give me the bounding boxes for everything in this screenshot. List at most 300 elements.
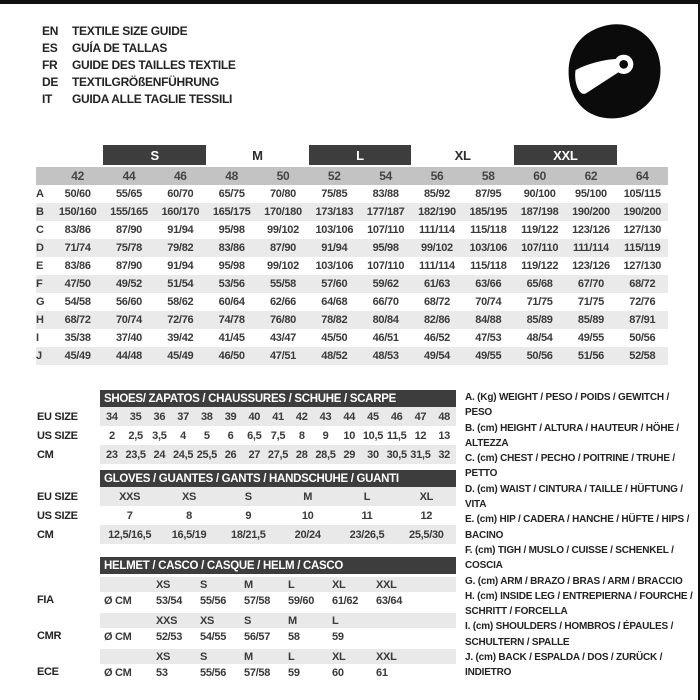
gloves-value-cell: XS bbox=[181, 490, 197, 503]
measure-letter: G bbox=[36, 296, 45, 308]
shoes-value-cell: 27,5 bbox=[267, 448, 289, 461]
helmet-value-cell: 52/53 bbox=[156, 631, 183, 643]
size-value-cell: 107/110 bbox=[367, 224, 405, 236]
size-row-I bbox=[36, 329, 668, 347]
helmet-values-row-cmr bbox=[100, 628, 456, 646]
measure-letter: E bbox=[36, 260, 44, 272]
size-row-G bbox=[36, 293, 668, 311]
helmet-size-header: XL bbox=[332, 578, 346, 591]
shoes-value-cell: 13 bbox=[438, 429, 450, 442]
helmet-value-cell: 59/60 bbox=[288, 595, 315, 607]
size-value-cell: 182/190 bbox=[418, 206, 456, 218]
size-value-cell: 46/51 bbox=[372, 332, 399, 344]
size-value-cell: 119/122 bbox=[521, 224, 559, 236]
gloves-value-cell: M bbox=[303, 490, 313, 503]
shoes-row-us-size bbox=[100, 426, 456, 445]
size-value-cell: 47/51 bbox=[269, 350, 296, 362]
size-value-cell: 68/72 bbox=[629, 278, 656, 290]
size-value-cell: 71/74 bbox=[64, 242, 91, 254]
shoes-value-cell: 46 bbox=[390, 410, 403, 423]
size-column-header: 48 bbox=[225, 169, 239, 183]
shoes-value-cell: 11,5 bbox=[386, 429, 407, 442]
size-value-cell: 51/54 bbox=[167, 278, 194, 290]
legend-item-j: J. (cm) BACK / ESPALDA / DOS / ZURÜCK / INDIETRO bbox=[465, 652, 663, 679]
legend-item-g: G. (cm) ARM / BRAZO / BRAS / ARM / BRACCIO bbox=[465, 575, 683, 587]
helmet-size-header: L bbox=[288, 650, 295, 663]
helmet-size-header: XXS bbox=[156, 614, 178, 627]
shoes-value-cell: 5 bbox=[203, 429, 210, 442]
helmet-size-header: L bbox=[288, 578, 295, 591]
shoes-value-cell: 44 bbox=[343, 410, 356, 423]
size-value-cell: 49/54 bbox=[423, 350, 450, 362]
size-column-header: 44 bbox=[122, 169, 136, 183]
gloves-table bbox=[100, 470, 456, 544]
size-row-B bbox=[36, 203, 668, 221]
size-row-A bbox=[36, 185, 668, 203]
size-value-cell: 95/98 bbox=[372, 242, 399, 254]
shoes-row-label: EU SIZE bbox=[37, 410, 78, 423]
helmet-values-row-fia bbox=[100, 592, 456, 610]
language-row-de bbox=[42, 73, 236, 90]
textile-size-table bbox=[36, 145, 668, 365]
size-value-cell: 83/88 bbox=[372, 188, 399, 200]
language-title: GUIDA ALLE TAGLIE TESSILI bbox=[72, 91, 233, 106]
helmet-value-cell: 54/55 bbox=[200, 631, 227, 643]
size-value-cell: 43/47 bbox=[269, 332, 296, 344]
helmet-size-header: XS bbox=[200, 614, 215, 627]
legend-item-a: A. (Kg) WEIGHT / PESO / POIDS / GEWITCH / PESO bbox=[465, 392, 670, 419]
measurement-legend bbox=[465, 390, 697, 681]
shoes-value-cell: 34 bbox=[106, 410, 118, 423]
shoes-value-cell: 24 bbox=[153, 448, 166, 461]
gloves-row-label: CM bbox=[37, 528, 54, 541]
size-value-cell: 84/88 bbox=[475, 314, 502, 326]
language-title: GUIDE DES TAILLES TEXTILE bbox=[72, 57, 236, 72]
language-title: TEXTILGRÖßENFÜHRUNG bbox=[72, 74, 219, 89]
size-value-cell: 85/89 bbox=[526, 314, 553, 326]
helmet-table bbox=[100, 557, 456, 682]
size-value-cell: 52/58 bbox=[629, 350, 656, 362]
size-value-cell: 173/183 bbox=[315, 206, 354, 218]
shoes-value-cell: 29 bbox=[343, 448, 356, 461]
size-group-L: L bbox=[309, 145, 412, 165]
gloves-value-cell: 23/26,5 bbox=[349, 528, 385, 541]
size-value-cell: 59/62 bbox=[372, 278, 399, 290]
shoes-value-cell: 24,5 bbox=[172, 448, 194, 461]
size-value-cell: 99/102 bbox=[267, 260, 299, 272]
helmet-sizes-row-cmr bbox=[100, 613, 456, 628]
measure-letter: B bbox=[36, 206, 44, 218]
size-value-cell: 90/100 bbox=[523, 188, 556, 200]
gloves-value-cell: 12,5/16,5 bbox=[108, 528, 152, 541]
helmet-size-header: S bbox=[200, 650, 208, 663]
size-value-cell: 70/80 bbox=[269, 188, 296, 200]
legend-item-e: E. (cm) HIP / CADERA / HANCHE / HÜFTE / HIPS / BACINO bbox=[465, 514, 690, 541]
size-value-cell: 185/195 bbox=[469, 206, 508, 218]
size-value-cell: 105/115 bbox=[623, 188, 661, 200]
page-top-border bbox=[0, 0, 700, 4]
gloves-section-title: GLOVES / GUANTES / GANTS / HANDSCHUHE / GUANTI bbox=[100, 470, 456, 487]
shoes-value-cell: 2,5 bbox=[128, 429, 143, 442]
legend-item-h: H. (cm) INSIDE LEG / ENTREPIERNA / FOURCHE / SCHRITT / FORCELLA bbox=[465, 590, 693, 618]
helmet-values-row-ece bbox=[100, 664, 456, 682]
size-value-cell: 127/130 bbox=[623, 260, 662, 272]
size-value-cell: 107/110 bbox=[367, 260, 405, 272]
helmet-size-header: XL bbox=[332, 650, 346, 663]
size-value-cell: 70/74 bbox=[475, 296, 502, 308]
helmet-section-title: HELMET / CASCO / CASQUE / HELM / CASCO bbox=[100, 557, 456, 574]
size-value-cell: 155/165 bbox=[110, 206, 148, 218]
size-value-cell: 61/63 bbox=[423, 278, 450, 290]
legend-item-f: F. (cm) TIGH / MUSLO / CUISSE / SCHENKEL / COSCIA bbox=[465, 544, 674, 572]
shoes-value-cell: 7,5 bbox=[270, 429, 286, 442]
helmet-size-header: S bbox=[200, 578, 208, 591]
measure-letter: J bbox=[36, 350, 42, 362]
size-value-cell: 190/200 bbox=[623, 206, 662, 218]
size-value-cell: 83/86 bbox=[218, 242, 245, 254]
shoes-value-cell: 37 bbox=[177, 410, 189, 423]
size-value-cell: 160/170 bbox=[161, 206, 200, 218]
size-value-cell: 71/75 bbox=[577, 296, 604, 308]
size-value-cell: 57/60 bbox=[321, 278, 348, 290]
size-value-cell: 49/52 bbox=[115, 278, 142, 290]
helmet-standard-label-fia: FIA bbox=[37, 594, 54, 606]
shoes-row-labels bbox=[37, 407, 78, 464]
size-value-cell: 80/84 bbox=[372, 314, 399, 326]
size-value-cell: 103/106 bbox=[315, 224, 354, 236]
shoes-row-label: CM bbox=[37, 448, 54, 461]
size-value-cell: 55/58 bbox=[269, 278, 296, 290]
size-value-cell: 55/65 bbox=[115, 188, 142, 200]
shoes-value-cell: 35 bbox=[129, 410, 142, 423]
size-value-cell: 53/56 bbox=[218, 278, 245, 290]
gloves-value-cell: 20/24 bbox=[294, 528, 321, 541]
gloves-value-cell: 16,5/19 bbox=[171, 528, 207, 541]
helmet-value-cell: 55/56 bbox=[200, 595, 227, 607]
size-value-cell: 190/200 bbox=[572, 206, 610, 218]
size-value-cell: 95/98 bbox=[218, 224, 245, 236]
size-row-E bbox=[36, 257, 668, 275]
size-value-cell: 111/114 bbox=[419, 224, 455, 236]
size-value-cell: 66/70 bbox=[372, 296, 399, 308]
size-column-header: 50 bbox=[276, 169, 290, 183]
size-value-cell: 115/118 bbox=[470, 260, 507, 272]
size-value-cell: 123/126 bbox=[572, 224, 610, 236]
size-value-cell: 187/198 bbox=[520, 206, 559, 218]
shoes-value-cell: 42 bbox=[295, 410, 308, 423]
shoes-value-cell: 45 bbox=[367, 410, 379, 423]
size-value-cell: 87/95 bbox=[475, 188, 502, 200]
size-value-cell: 47/50 bbox=[64, 278, 91, 290]
helmet-size-header: XXL bbox=[376, 650, 397, 663]
shoes-table-body bbox=[100, 407, 456, 464]
size-value-cell: 95/98 bbox=[218, 260, 245, 272]
size-value-cell: 68/72 bbox=[64, 314, 91, 326]
size-column-header: 58 bbox=[481, 169, 495, 183]
size-column-header: 52 bbox=[327, 169, 341, 183]
size-value-cell: 72/76 bbox=[629, 296, 656, 308]
language-row-it bbox=[42, 90, 236, 107]
helmet-table-body bbox=[100, 577, 456, 682]
size-value-cell: 170/180 bbox=[264, 206, 302, 218]
size-value-cell: 60/70 bbox=[167, 188, 194, 200]
language-title-list bbox=[42, 22, 236, 107]
helmet-value-cell: 60 bbox=[332, 667, 344, 679]
shoes-value-cell: 38 bbox=[200, 410, 213, 423]
size-value-cell: 111/114 bbox=[419, 260, 455, 272]
shoes-value-cell: 10,5 bbox=[362, 429, 384, 442]
language-code: EN bbox=[42, 23, 59, 38]
size-value-cell: 46/50 bbox=[218, 350, 245, 362]
helmet-value-cell: 57/58 bbox=[244, 667, 271, 679]
size-row-J bbox=[36, 347, 668, 365]
size-column-header: 62 bbox=[584, 169, 598, 183]
size-value-cell: 177/187 bbox=[366, 206, 405, 218]
helmet-size-header: XS bbox=[156, 650, 171, 663]
gloves-row-label: US SIZE bbox=[37, 509, 78, 522]
size-value-cell: 56/60 bbox=[115, 296, 142, 308]
diameter-label: Ø CM bbox=[104, 631, 132, 643]
size-value-cell: 49/55 bbox=[577, 332, 604, 344]
shoes-value-cell: 10 bbox=[343, 429, 356, 442]
size-value-cell: 83/86 bbox=[64, 224, 91, 236]
shoes-row-eu-size bbox=[100, 407, 456, 426]
gloves-value-cell: 25,5/30 bbox=[409, 528, 444, 541]
helmet-value-cell: 56/57 bbox=[244, 631, 271, 643]
size-value-cell: 72/76 bbox=[167, 314, 194, 326]
size-value-cell: 127/130 bbox=[623, 224, 662, 236]
shoes-row-label: US SIZE bbox=[37, 429, 78, 442]
size-value-cell: 62/66 bbox=[269, 296, 296, 308]
gloves-value-cell: XXS bbox=[119, 490, 141, 503]
helmet-value-cell: 63/64 bbox=[376, 595, 403, 607]
size-value-cell: 75/78 bbox=[115, 242, 142, 254]
size-value-cell: 60/64 bbox=[218, 296, 245, 308]
size-value-cell: 39/42 bbox=[167, 332, 194, 344]
helmet-size-header: XXL bbox=[376, 578, 397, 591]
gloves-value-cell: XL bbox=[419, 490, 434, 503]
size-value-cell: 50/60 bbox=[64, 188, 91, 200]
shoes-value-cell: 30,5 bbox=[386, 448, 407, 461]
shoes-value-cell: 41 bbox=[272, 410, 284, 423]
size-value-cell: 87/90 bbox=[115, 260, 142, 272]
gloves-value-cell: 12 bbox=[420, 509, 433, 522]
diameter-label: Ø CM bbox=[104, 667, 132, 679]
helmet-value-cell: 55/56 bbox=[200, 667, 227, 679]
size-value-cell: 41/45 bbox=[218, 332, 245, 344]
shoes-value-cell: 30 bbox=[367, 448, 379, 461]
size-value-cell: 99/102 bbox=[421, 242, 453, 254]
helmet-value-cell: 53 bbox=[156, 667, 168, 679]
language-code: FR bbox=[42, 57, 58, 72]
helmet-value-cell: 61 bbox=[376, 667, 388, 679]
measure-letter: D bbox=[36, 242, 44, 254]
size-group-XL: XL bbox=[454, 147, 471, 163]
helmet-value-cell: 59 bbox=[288, 667, 300, 679]
size-value-cell: 165/175 bbox=[212, 206, 251, 218]
shoes-table bbox=[100, 390, 456, 464]
size-row-C bbox=[36, 221, 668, 239]
size-value-cell: 54/58 bbox=[64, 296, 91, 308]
helmet-value-cell: 59 bbox=[332, 631, 344, 643]
measure-letter: C bbox=[36, 224, 44, 236]
gloves-row-labels bbox=[37, 487, 78, 544]
size-value-cell: 78/82 bbox=[321, 314, 348, 326]
size-value-cell: 70/74 bbox=[115, 314, 142, 326]
size-value-cell: 107/110 bbox=[521, 242, 559, 254]
size-value-cell: 119/122 bbox=[521, 260, 559, 272]
gloves-value-cell: 11 bbox=[361, 509, 373, 522]
size-value-cell: 67/70 bbox=[577, 278, 604, 290]
size-value-cell: 150/160 bbox=[58, 206, 97, 218]
size-value-cell: 63/66 bbox=[475, 278, 502, 290]
size-value-cell: 45/49 bbox=[64, 350, 91, 362]
shoes-row-cm bbox=[100, 445, 456, 464]
gloves-row-label: EU SIZE bbox=[37, 490, 78, 503]
size-group-header-row bbox=[36, 145, 668, 165]
shoes-value-cell: 43 bbox=[319, 410, 332, 423]
shoes-value-cell: 4 bbox=[180, 429, 186, 442]
size-value-cell: 74/78 bbox=[218, 314, 245, 326]
size-row-H bbox=[36, 311, 668, 329]
size-column-header: 42 bbox=[71, 169, 85, 183]
size-value-cell: 99/102 bbox=[267, 224, 299, 236]
size-value-cell: 83/86 bbox=[64, 260, 91, 272]
shoes-value-cell: 47 bbox=[414, 410, 427, 423]
helmet-sizes-row-fia bbox=[100, 577, 456, 592]
helmet-row-labels bbox=[37, 574, 61, 682]
shoes-value-cell: 6 bbox=[227, 429, 234, 442]
size-value-cell: 50/56 bbox=[629, 332, 656, 344]
language-code: ES bbox=[42, 40, 58, 55]
size-value-cell: 85/92 bbox=[423, 188, 450, 200]
measure-letter: F bbox=[36, 278, 43, 290]
shoes-value-cell: 27 bbox=[248, 448, 261, 461]
size-value-cell: 45/50 bbox=[321, 332, 348, 344]
size-value-cell: 82/86 bbox=[423, 314, 450, 326]
shoes-value-cell: 39 bbox=[224, 410, 237, 423]
shoes-section-title: SHOES/ ZAPATOS / CHAUSSURES / SCHUHE / SCARPE bbox=[100, 390, 456, 407]
helmet-standard-label-ece: ECE bbox=[37, 666, 59, 678]
shoes-value-cell: 48 bbox=[438, 410, 450, 423]
racing-helmet-icon bbox=[563, 20, 669, 126]
size-value-cell: 85/89 bbox=[577, 314, 604, 326]
shoes-value-cell: 40 bbox=[248, 410, 261, 423]
size-value-cell: 58/62 bbox=[167, 296, 194, 308]
helmet-value-cell: 53/54 bbox=[156, 595, 183, 607]
language-title: GUÍA DE TALLAS bbox=[72, 40, 168, 55]
size-value-cell: 91/94 bbox=[167, 224, 194, 236]
language-title: TEXTILE SIZE GUIDE bbox=[72, 23, 188, 38]
size-value-cell: 46/52 bbox=[423, 332, 450, 344]
size-number-header-row bbox=[36, 167, 668, 185]
size-value-cell: 45/49 bbox=[167, 350, 194, 362]
size-column-header: 64 bbox=[635, 169, 649, 183]
size-value-cell: 51/56 bbox=[577, 350, 604, 362]
shoes-value-cell: 8 bbox=[298, 429, 305, 442]
size-value-cell: 115/118 bbox=[470, 224, 507, 236]
gloves-row-us-size bbox=[100, 506, 456, 525]
helmet-size-header: M bbox=[244, 578, 253, 591]
gloves-value-cell: 9 bbox=[245, 509, 252, 522]
gloves-value-cell: 18/21,5 bbox=[231, 528, 266, 541]
size-value-cell: 65/75 bbox=[218, 188, 245, 200]
helmet-value-cell: 61/62 bbox=[332, 595, 359, 607]
shoes-value-cell: 28 bbox=[295, 448, 308, 461]
size-value-cell: 123/126 bbox=[572, 260, 610, 272]
helmet-value-cell: 58 bbox=[288, 631, 300, 643]
helmet-size-header: L bbox=[332, 614, 339, 627]
gloves-table-body bbox=[100, 487, 456, 544]
helmet-sizes-row-ece bbox=[100, 649, 456, 664]
size-row-D bbox=[36, 239, 668, 257]
size-value-cell: 76/80 bbox=[269, 314, 296, 326]
shoes-value-cell: 6,5 bbox=[247, 429, 262, 442]
size-value-cell: 48/53 bbox=[372, 350, 399, 362]
size-value-cell: 75/85 bbox=[321, 188, 348, 200]
helmet-size-header: M bbox=[288, 614, 297, 627]
size-value-cell: 111/114 bbox=[573, 242, 609, 254]
size-value-cell: 103/106 bbox=[469, 242, 508, 254]
size-value-cell: 47/53 bbox=[475, 332, 502, 344]
size-value-cell: 87/90 bbox=[269, 242, 296, 254]
legend-item-c: C. (cm) CHEST / PECHO / POITRINE / TRUHE / PETTO bbox=[465, 453, 675, 480]
size-value-cell: 115/119 bbox=[624, 242, 661, 254]
measure-letter: A bbox=[36, 188, 44, 200]
helmet-standard-label-cmr: CMR bbox=[37, 630, 62, 642]
size-table-body bbox=[36, 185, 668, 365]
shoes-value-cell: 23,5 bbox=[125, 448, 146, 461]
language-row-en bbox=[42, 22, 236, 39]
size-value-cell: 48/54 bbox=[526, 332, 553, 344]
size-value-cell: 37/40 bbox=[115, 332, 142, 344]
size-value-cell: 95/100 bbox=[575, 188, 607, 200]
shoes-value-cell: 3,5 bbox=[152, 429, 167, 442]
size-group-S: S bbox=[103, 145, 206, 165]
legend-item-b: B. (cm) HEIGHT / ALTURA / HAUTEUR / HÖHE / ALTEZZA bbox=[465, 422, 680, 449]
size-value-cell: 35/38 bbox=[64, 332, 91, 344]
helmet-size-header: XS bbox=[156, 578, 171, 591]
size-value-cell: 79/82 bbox=[167, 242, 194, 254]
shoes-value-cell: 12 bbox=[414, 429, 427, 442]
gloves-value-cell: 8 bbox=[186, 509, 192, 522]
size-value-cell: 87/90 bbox=[115, 224, 142, 236]
shoes-value-cell: 28,5 bbox=[315, 448, 336, 461]
shoes-value-cell: 25,5 bbox=[196, 448, 217, 461]
language-code: DE bbox=[42, 74, 59, 89]
size-column-header: 46 bbox=[173, 169, 187, 183]
legend-item-d: D. (cm) WAIST / CINTURA / TAILLE / HÜFTUNG / VITA bbox=[465, 483, 683, 511]
helmet-value-cell: 57/58 bbox=[244, 595, 271, 607]
language-row-fr bbox=[42, 56, 236, 73]
gloves-value-cell: 7 bbox=[126, 509, 133, 522]
size-value-cell: 71/75 bbox=[526, 296, 553, 308]
legend-item-i: I. (cm) SHOULDERS / HOMBROS / ÉPAULES / SCHULTERN / SPALLE bbox=[465, 621, 674, 648]
shoes-value-cell: 32 bbox=[438, 448, 450, 461]
size-row-F bbox=[36, 275, 668, 293]
size-value-cell: 68/72 bbox=[423, 296, 450, 308]
size-column-header: 54 bbox=[379, 169, 392, 183]
size-value-cell: 50/56 bbox=[526, 350, 553, 362]
language-code: IT bbox=[42, 91, 53, 106]
shoes-value-cell: 31,5 bbox=[410, 448, 431, 461]
size-value-cell: 44/48 bbox=[115, 350, 142, 362]
shoes-value-cell: 36 bbox=[153, 410, 166, 423]
size-value-cell: 48/52 bbox=[321, 350, 348, 362]
language-row-es bbox=[42, 39, 236, 56]
size-value-cell: 103/106 bbox=[315, 260, 354, 272]
size-column-header: 56 bbox=[430, 169, 444, 183]
